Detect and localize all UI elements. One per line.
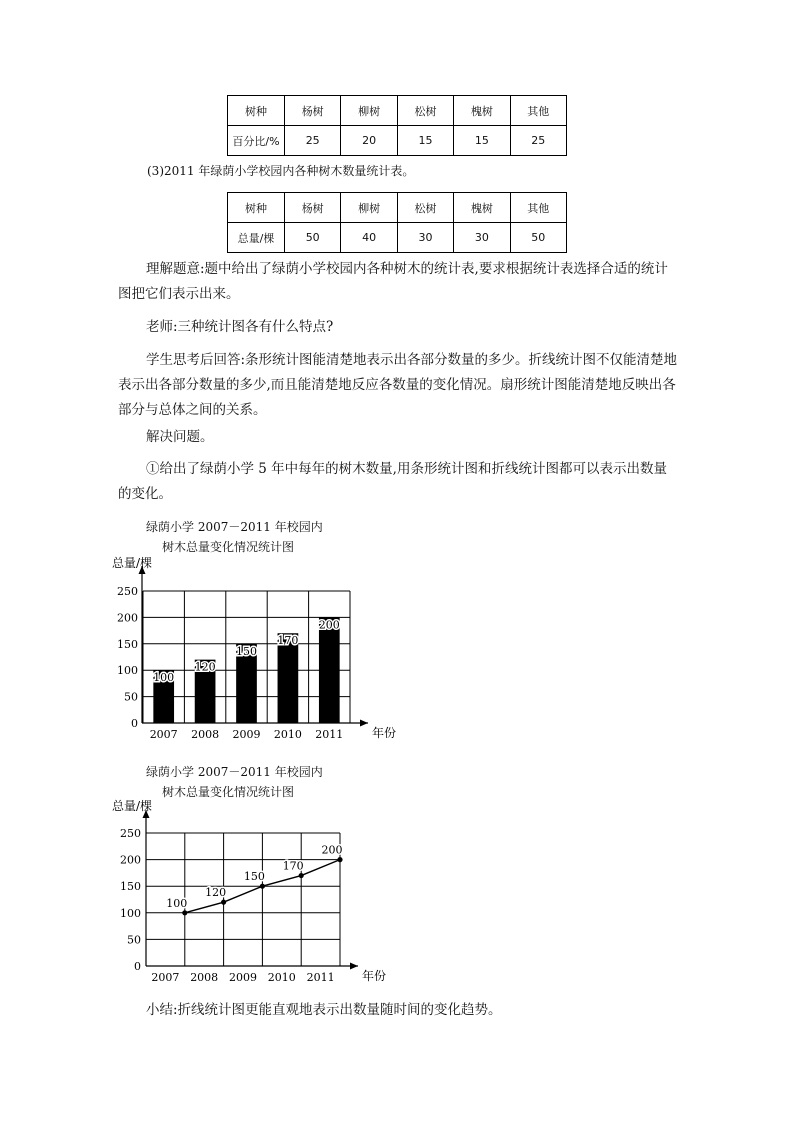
x-tick-label: 2007 bbox=[151, 971, 180, 984]
data-label: 100 bbox=[153, 671, 175, 685]
x-tick-label: 2010 bbox=[273, 728, 302, 741]
y-tick-label: 250 bbox=[117, 585, 138, 598]
data-label: 100 bbox=[166, 896, 188, 910]
x-tick-label: 2011 bbox=[315, 728, 344, 741]
bar-chart-subtitle: 树木总量变化情况统计图 bbox=[162, 540, 295, 554]
data-label: 200 bbox=[321, 843, 343, 857]
y-tick-label: 150 bbox=[120, 880, 141, 894]
paragraph-student: 学生思考后回答:条形统计图能清楚地表示出各部分数量的多少。折线统计图不仅能清楚地表示出各部分数量的多少,而且能清楚地反应各数量的变化情况。扇形统计图能清楚地反映出各部分与总体之间的关系。 bbox=[118, 352, 678, 418]
line-chart bbox=[110, 796, 387, 988]
table-cell: 25 bbox=[510, 126, 566, 156]
data-label: 170 bbox=[277, 634, 299, 648]
paragraph-understand: 理解题意:题中给出了绿荫小学校园内各种树木的统计表,要求根据统计表选择合适的统计图把它们表示出来。 bbox=[118, 261, 668, 302]
summary-text: 小结:折线统计图更能直观地表示出数量随时间的变化趋势。 bbox=[146, 1002, 502, 1018]
table-cell: 总量/棵 bbox=[228, 223, 285, 253]
table-cell: 40 bbox=[341, 223, 397, 253]
y-tick-label: 50 bbox=[124, 690, 138, 704]
y-tick-label: 100 bbox=[117, 664, 138, 678]
y-axis-label: 总量/棵 bbox=[112, 556, 153, 570]
table-cell: 松树 bbox=[397, 96, 453, 126]
x-tick-label: 2007 bbox=[149, 728, 178, 741]
x-tick-label: 2008 bbox=[190, 971, 219, 984]
y-tick-label: 100 bbox=[120, 906, 141, 920]
table-cell: 其他 bbox=[510, 96, 566, 126]
data-label: 200 bbox=[318, 618, 340, 632]
percent-table bbox=[227, 95, 567, 156]
data-point bbox=[182, 910, 187, 915]
table-cell: 柳树 bbox=[341, 193, 397, 223]
data-label: 120 bbox=[205, 886, 227, 900]
data-label: 150 bbox=[243, 870, 265, 884]
x-tick-label: 2010 bbox=[267, 971, 296, 984]
table-caption: (3)2011 年绿荫小学校园内各种树木数量统计表。 bbox=[147, 164, 415, 178]
count-table bbox=[227, 192, 567, 253]
table-cell: 50 bbox=[510, 223, 566, 253]
bar-chart bbox=[110, 552, 397, 747]
data-label: 120 bbox=[194, 660, 216, 674]
y-tick-label: 200 bbox=[117, 611, 138, 625]
x-tick-label: 2009 bbox=[232, 728, 261, 741]
line-chart-title: 绿荫小学 2007－2011 年校园内 bbox=[146, 765, 323, 779]
table-cell: 杨树 bbox=[285, 96, 341, 126]
table-cell: 50 bbox=[285, 223, 341, 253]
table-cell: 树种 bbox=[228, 96, 285, 126]
table-cell: 百分比/% bbox=[228, 126, 285, 156]
paragraph-solve: 解决问题。 bbox=[146, 429, 214, 445]
y-tick-label: 50 bbox=[127, 933, 141, 947]
data-label: 170 bbox=[282, 859, 304, 873]
x-tick-label: 2008 bbox=[191, 728, 220, 741]
y-tick-label: 150 bbox=[117, 637, 138, 651]
table-cell: 树种 bbox=[228, 193, 285, 223]
paragraph-point1: ①给出了绿荫小学 5 年中每年的树木数量,用条形统计图和折线统计图都可以表示出数量的变化。 bbox=[118, 461, 667, 502]
y-axis-label: 总量/棵 bbox=[112, 799, 153, 813]
data-point bbox=[221, 900, 226, 905]
table-cell: 20 bbox=[341, 126, 397, 156]
paragraph-teacher: 老师:三种统计图各有什么特点? bbox=[146, 319, 334, 335]
x-axis-label: 年份 bbox=[372, 726, 397, 740]
line-chart-subtitle: 树木总量变化情况统计图 bbox=[162, 785, 295, 799]
bar bbox=[319, 617, 340, 723]
table-cell: 松树 bbox=[397, 193, 453, 223]
table-cell: 30 bbox=[454, 223, 510, 253]
table-cell: 槐树 bbox=[454, 193, 510, 223]
x-tick-label: 2011 bbox=[306, 971, 335, 984]
x-axis-label: 年份 bbox=[362, 969, 387, 983]
table-cell: 槐树 bbox=[454, 96, 510, 126]
table-cell: 其他 bbox=[510, 193, 566, 223]
data-point bbox=[299, 873, 304, 878]
x-tick-label: 2009 bbox=[229, 971, 257, 984]
x-axis-arrow-icon bbox=[360, 720, 368, 727]
bar-chart-title: 绿荫小学 2007－2011 年校园内 bbox=[146, 520, 323, 534]
table-cell: 杨树 bbox=[285, 193, 341, 223]
y-tick-label: 200 bbox=[120, 853, 141, 867]
y-tick-label: 0 bbox=[131, 717, 138, 730]
table-cell: 15 bbox=[454, 126, 510, 156]
data-point bbox=[337, 857, 342, 862]
data-point bbox=[260, 884, 265, 889]
data-label: 150 bbox=[236, 644, 257, 658]
table-cell: 25 bbox=[285, 126, 341, 156]
y-tick-label: 0 bbox=[134, 960, 141, 973]
y-tick-label: 250 bbox=[120, 827, 141, 840]
table-cell: 柳树 bbox=[341, 96, 397, 126]
table-cell: 15 bbox=[397, 126, 453, 156]
table-cell: 30 bbox=[397, 223, 453, 253]
x-axis-arrow-icon bbox=[350, 963, 358, 970]
